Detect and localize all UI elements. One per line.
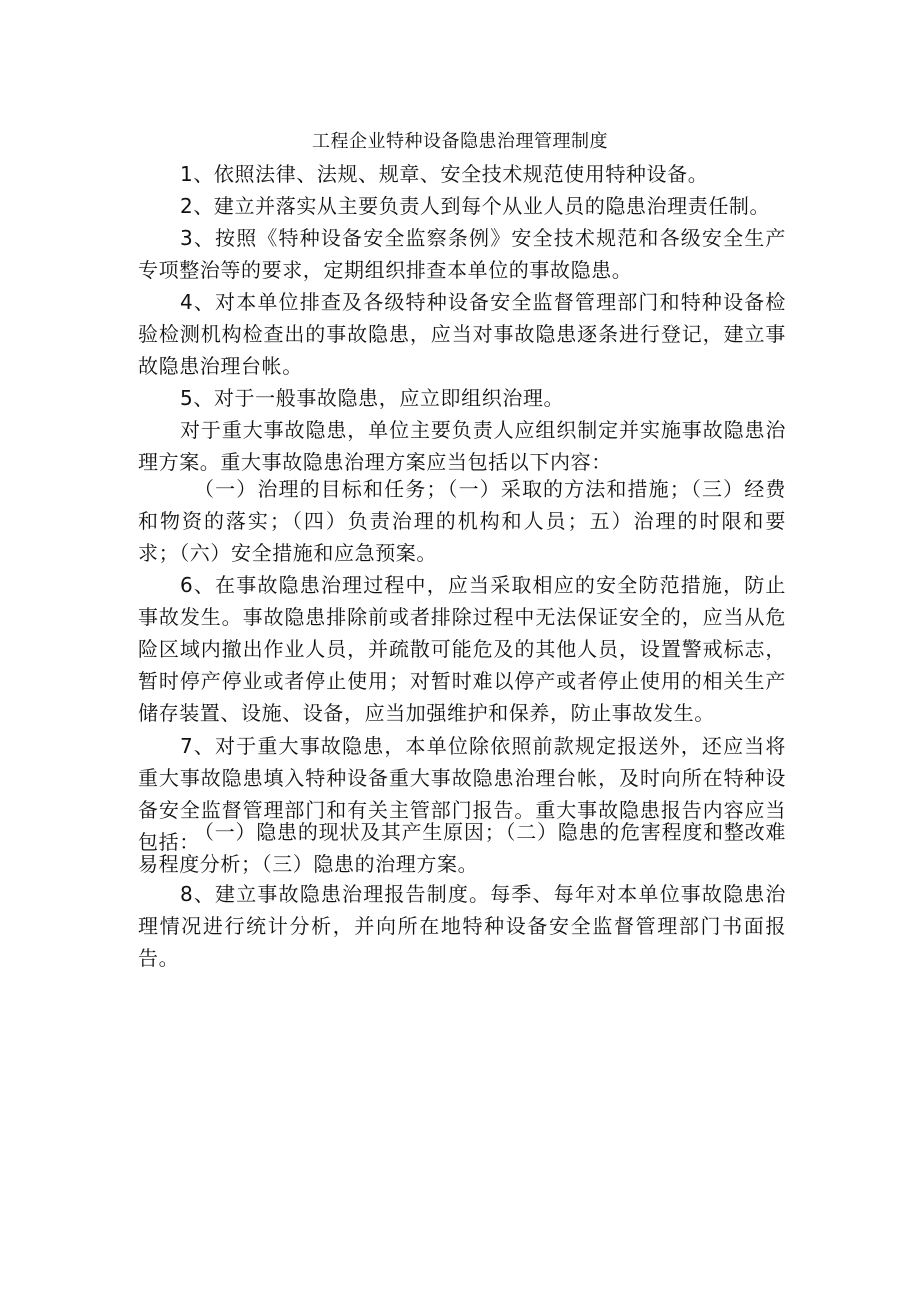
- paragraph-3: 3、按照《特种设备安全监察条例》安全技术规范和各级安全生产专项整治等的要求，定期组织排查本单位的事故隐患。: [138, 226, 786, 282]
- paragraph-major-hazard: 对于重大事故隐患，单位主要负责人应组织制定并实施事故隐患治理方案。重大事故隐患治理方案应当包括以下内容：: [138, 418, 786, 474]
- paragraph-8: 8、建立事故隐患治理报告制度。每季、每年对本单位事故隐患治理情况进行统计分析，并向所在地特种设备安全监督管理部门书面报告。: [138, 882, 786, 970]
- document-title: 工程企业特种设备隐患治理管理制度: [312, 131, 608, 152]
- paragraph-4: 4、对本单位排查及各级特种设备安全监督管理部门和特种设备检验检测机构检查出的事故隐患，应当对事故隐患逐条进行登记，建立事故隐患治理台帐。: [138, 290, 786, 378]
- paragraph-2: 2、建立并落实从主要负责人到每个从业人员的隐患治理责任制。: [180, 194, 771, 218]
- paragraph-1: 1、依照法律、法规、规章、安全技术规范使用特种设备。: [180, 162, 709, 186]
- paragraph-6: 6、在事故隐患治理过程中，应当采取相应的安全防范措施，防止事故发生。事故隐患排除前或者排除过程中无法保证安全的，应当从危险区域内撤出作业人员，并疏散可能危及的其他人员，设置警戒标志，暂时停产停业或者停止使用；对暂时难以停产或者停止使用的相关生产储存装置、设施、设备，应当加强维护和保养，防止事故发生。: [138, 573, 786, 725]
- paragraph-plan-contents: （一）治理的目标和任务；（一）采取的方法和措施；（三）经费和物资的落实；（四）负责治理的机构和人员；五）治理的时限和要求；（六）安全措施和应急预案。: [138, 477, 786, 565]
- paragraph-5: 5、对于一般事故隐患，应立即组织治理。: [180, 386, 565, 410]
- paragraph-7: 7、对于重大事故隐患，本单位除依照前款规定报送外，还应当将重大事故隐患填入特种设备重大事故隐患治理台帐，及时向所在特种设备安全监督管理部门和有关主管部门报告。重大事故隐患报告内容应当包括：: [138, 734, 786, 854]
- paragraph-report-contents: （一）隐患的现状及其产生原因；（二）隐患的危害程度和整改难易程度分析；（三）隐患的治理方案。: [138, 820, 786, 876]
